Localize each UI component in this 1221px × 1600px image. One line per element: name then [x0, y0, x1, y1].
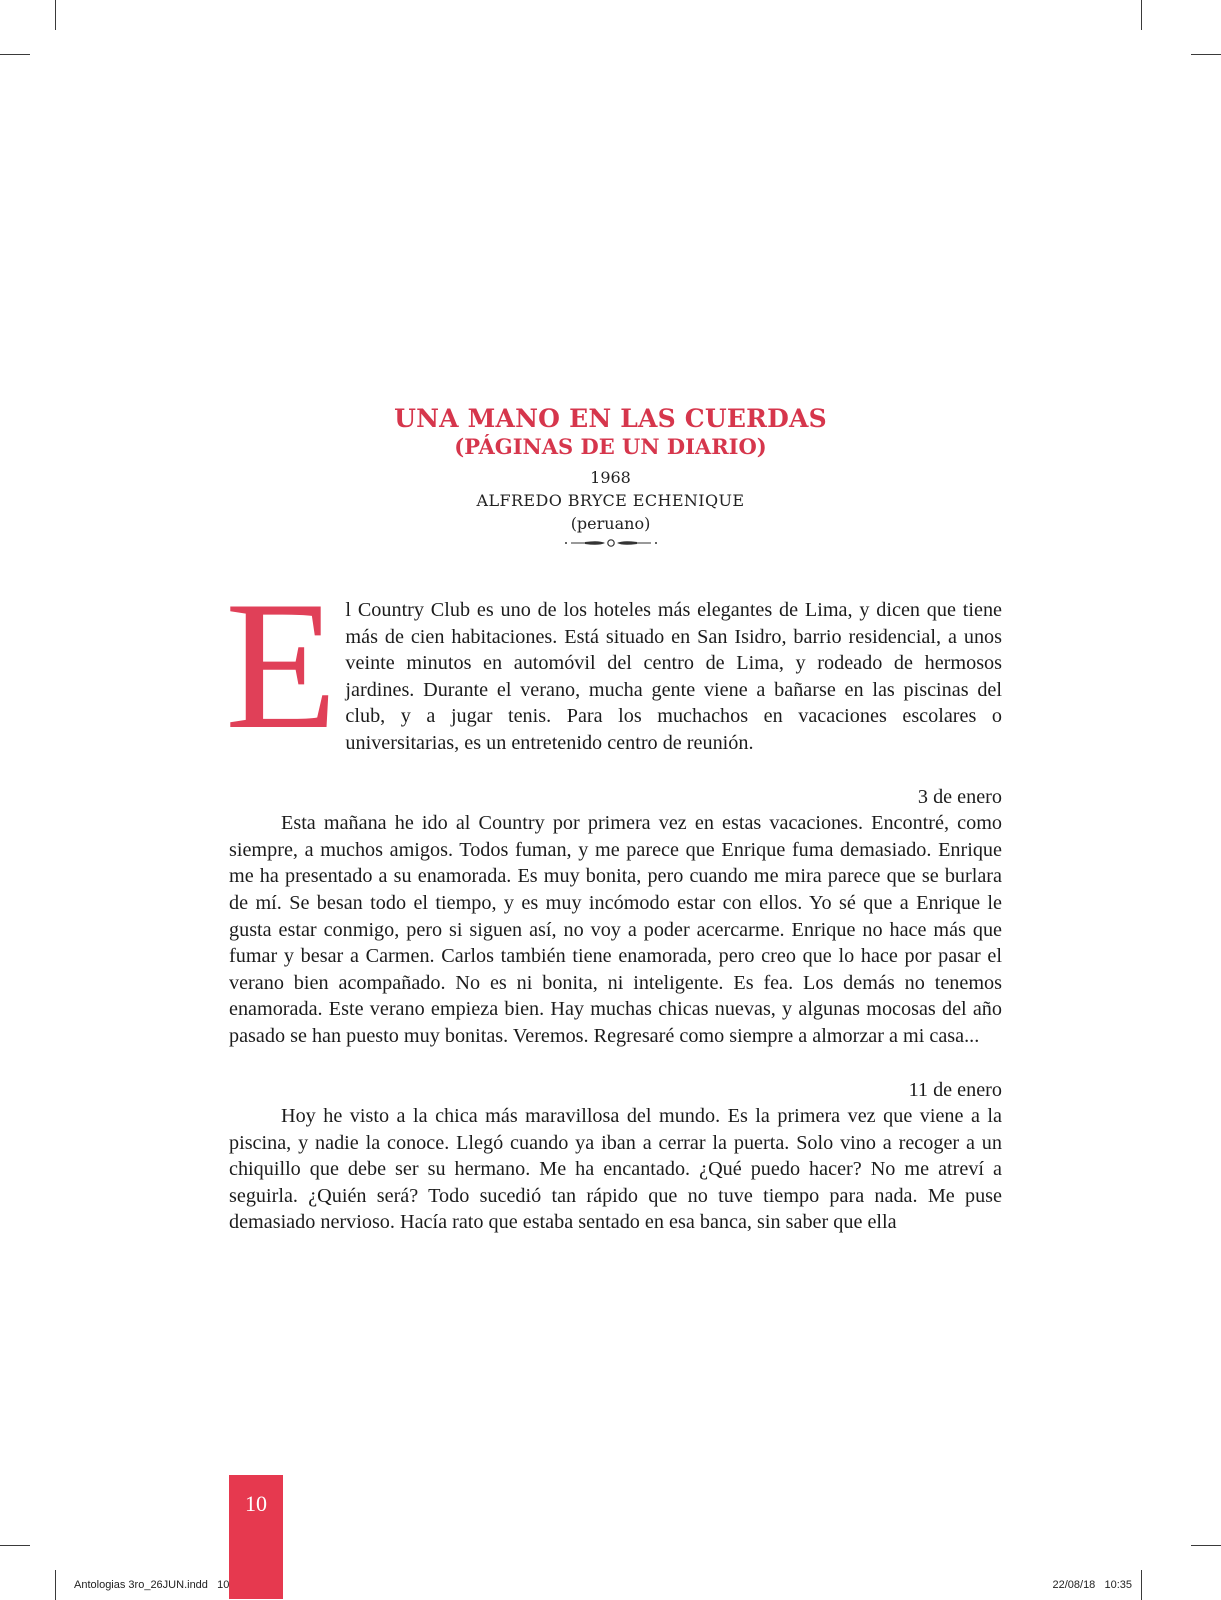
- page-number: 10: [245, 1491, 267, 1516]
- print-slug-date: 22/08/18 10:35: [1052, 1579, 1132, 1591]
- drop-cap: E: [225, 563, 338, 767]
- entry-text: Esta mañana he ido al Country por primera vez en estas vacaciones. Encontré, como siempre, a muchos amigos. Todos fuman, y me parece que Enrique fuma demasiado. Enrique me ha presentado a su enamorada. Es muy bonita, pero cuando me mira parece que se burlara de mí. Se besan todo el tiempo, y es muy incómodo estar con ellos. Yo sé que a Enrique le gusta estar conmigo, pero si siguen así, no voy a poder acercarme. Enrique no hace más que fumar y besar a Carmen. Carlos también tiene enamorada, pero creo que lo hace por pasar el verano bien acompañado. No es ni bonita, ni inteligente. Es fea. Los demás no tenemos enamorada. Este verano empieza bien. Hay muchas chicas nuevas, y algunas mocosas del año pasado se han puesto muy bonitas. Veremos. Regresaré como siempre a almorzar a mi casa...: [229, 812, 1002, 1047]
- crop-mark: [1191, 54, 1221, 55]
- story-header: [0, 404, 1221, 549]
- publication-year: 1968: [590, 468, 631, 487]
- crop-mark: [1141, 0, 1142, 30]
- story-body: [225, 563, 1002, 1236]
- entry-text: Hoy he visto a la chica más maravillosa del mundo. Es la primera vez que viene a la piscina, y nadie la conoce. Llegó cuando ya iban a cerrar la puerta. Solo vino a recoger a un chiquillo que debe ser su hermano. Me ha encantado. ¿Qué puedo hacer? No me atreví a seguirla. ¿Quién será? Todo sucedió tan rápido que no tuve tiempo para nada. Me puse demasiado nervioso. Hacía rato que estaba sentado en esa banca, sin saber que ella: [229, 1105, 1002, 1234]
- crop-mark: [1191, 1545, 1221, 1546]
- intro-text: l Country Club es uno de los hoteles más elegantes de Lima, y dicen que tiene más de cien habitaciones. Está situado en San Isidro, barrio residencial, a unos veinte minutos en automóvil del centro de Lima, y rodeado de hermosos jardines. Durante el verano, mucha gente viene a bañarse en las piscinas del club, y a jugar tenis. Para los muchachos en vacaciones escolares o universitarias, es un entretenido centro de reunión.: [345, 599, 1002, 754]
- page-number-tab: [229, 1475, 283, 1599]
- author-nationality: (peruano): [570, 514, 651, 533]
- crop-mark: [55, 0, 56, 30]
- crop-mark: [0, 54, 30, 55]
- print-slug-file: Antologias 3ro_26JUN.indd 10: [74, 1579, 230, 1591]
- story-title: UNA MANO EN LAS CUERDAS: [394, 404, 827, 433]
- story-subtitle: (PÁGINAS DE UN DIARIO): [454, 434, 767, 459]
- ornament-divider-icon: [563, 537, 659, 549]
- author-name: ALFREDO BRYCE ECHENIQUE: [476, 491, 745, 510]
- crop-mark: [1141, 1570, 1142, 1600]
- entry-date: 3 de enero: [917, 785, 1002, 808]
- crop-mark: [55, 1570, 56, 1600]
- entry-date: 11 de enero: [908, 1078, 1002, 1101]
- crop-mark: [0, 1545, 30, 1546]
- intro-paragraph: [225, 563, 1002, 767]
